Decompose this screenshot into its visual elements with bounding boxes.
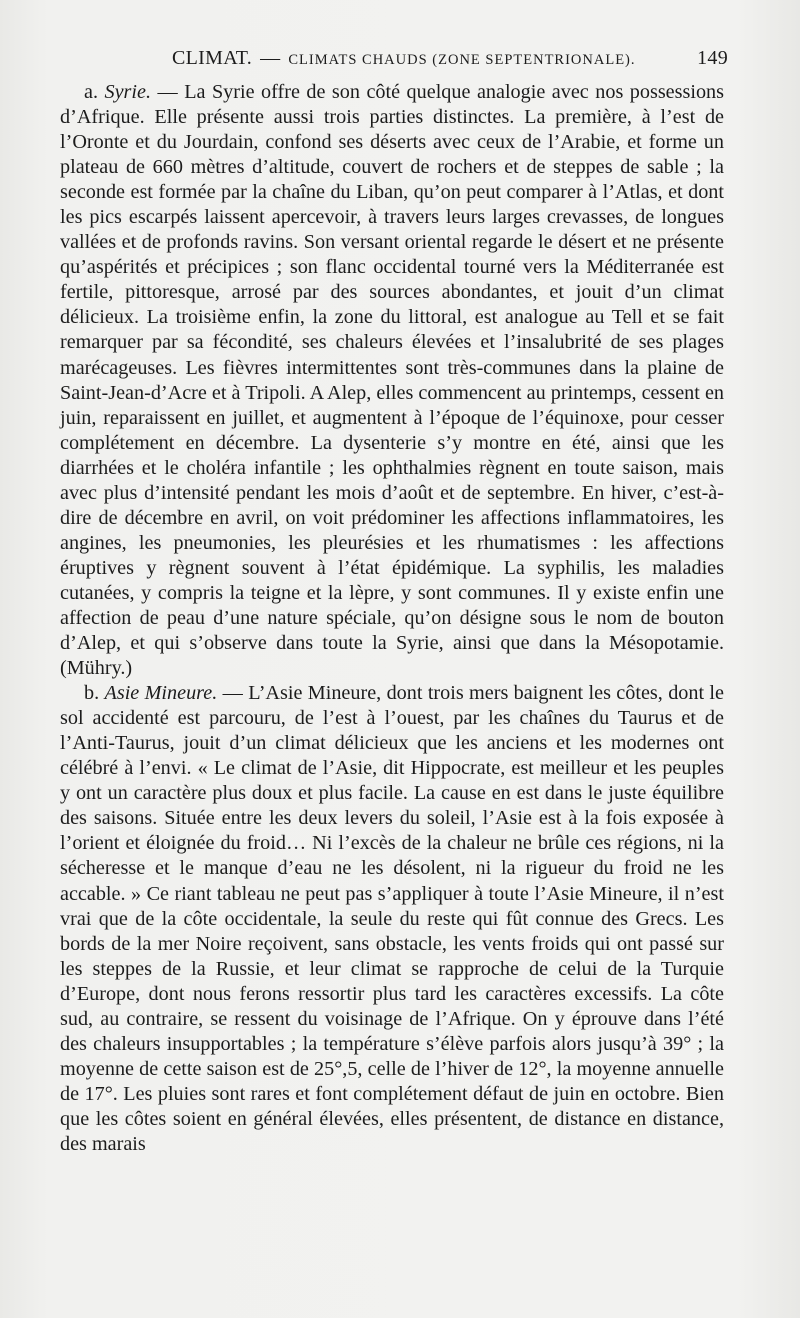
section-syrie-letter: a. (84, 81, 99, 103)
section-asie-mineure-body: L’Asie Mineure, dont trois mers baignent les côtes, dont le sol accidenté est parcouru, de l’est à l’ouest, par les chaînes du Taurus et de l’Anti-Taurus, jouit d’un climat délicieux que les anciens et les modernes ont célébré à l’envi. « Le climat de l’Asie, dit Hippocrate, est meilleur et les peuples y ont un caractère plus doux et plus facile. La cause en est dans le juste équilibre des saisons. Située entre les deux levers du soleil, l’Asie est à la fois exposée à l’orient et éloignée du froid… Ni l’excès de la chaleur ne brûle ces régions, ni la sécheresse et le manque d’eau ne les désolent, ni la rigueur du froid ne les accable. » Ce riant tableau ne peut pas s’appliquer à toute l’Asie Mineure, il n’est vrai que de la côte occidentale, la seule du reste qui fût connue des Grecs. Les bords de la mer Noire reçoivent, sans obstacle, les vents froids qui ont passé sur les steppes de la Russie, et leur climat se rapproche de celui de la Turquie d’Europe, dont nous ferons ressortir plus tard les caractères excessifs. La côte sud, au contraire, se ressent du voisinage de l’Afrique. On y éprouve dans l’été des chaleurs insupportables ; la température s’élève parfois alors jusqu’à 39° ; la moyenne de cette saison est de 25°,5, celle de l’hiver de 12°, la moyenne annuelle de 17°. Les pluies sont rares et font complétement défaut de juin en octobre. Bien que les côtes soient en général élevées, elles présentent, de distance en distance, des marais (60, 682, 725, 1155)
section-syrie-body: La Syrie offre de son côté quelque analogie avec nos possessions d’Afrique. Elle présente aussi trois parties distinctes. La première, à l’est de l’Oronte et du Jourdain, confond ses déserts avec ceux de l’Arabie, et forme un plateau de 660 mètres d’altitude, couvert de rochers et de steppes de sable ; la seconde est formée par la chaîne du Liban, qu’on peut comparer à l’Atlas, et dont les pics escarpés laissent apercevoir, à travers leurs larges crevasses, de longues vallées et de profonds ravins. Son versant oriental regarde le désert et ne présente qu’aspérités et précipices ; son flanc occidental tourné vers la Méditerranée est fertile, pittoresque, arrosé par des sources abondantes, et jouit d’un climat délicieux. La troisième enfin, la zone du littoral, est analogue au Tell et se fait remarquer par sa fécondité, ses chaleurs élevées et l’insalubrité de ses plages marécageuses. Les fièvres intermittentes sont très-communes dans la plaine de Saint-Jean-d’Acre et à Tripoli. A Alep, elles commencent au printemps, cessent en juin, reparaissent en juillet, et augmentent à l’époque de l’équinoxe, pour cesser complétement en décembre. La dysenterie s’y montre en été, ainsi que les diarrhées et le choléra infantile ; les ophthalmies règnent en toute saison, mais avec plus d’intensité pendant les mois d’août et de septembre. En hiver, c’est-à-dire de décembre en avril, on voit prédominer les affections inflammatoires, les angines, les pneumonies, les pleurésies et les rhumatismes : les affections éruptives y règnent souvent à l’état épidémique. La syphilis, les maladies cutanées, y compris la teigne et la lèpre, y sont communes. Il y existe enfin une affection de peau d’une nature spéciale, qu’on désigne sous le nom de bouton d’Alep, et qui s’observe dans toute la Syrie, ainsi que dans la Mésopotamie. (Mühry.) (60, 81, 725, 680)
page-number: 149 (697, 47, 728, 69)
running-head (172, 44, 728, 72)
section-syrie (60, 80, 724, 681)
section-syrie-heading: Syrie. (104, 81, 152, 103)
running-head-title-group (172, 44, 636, 74)
running-head-title: CLIMAT. (172, 47, 253, 69)
running-head-separator: — (260, 47, 281, 69)
section-asie-mineure (60, 681, 724, 1157)
section-asie-mineure-dash: — (222, 682, 243, 705)
section-asie-mineure-heading: Asie Mineure. (104, 682, 218, 705)
running-head-subtitle: CLIMATS CHAUDS (ZONE SEPTENTRIONALE). (288, 52, 636, 68)
section-asie-mineure-letter: b. (84, 682, 100, 705)
body-text (60, 80, 724, 1157)
section-syrie-dash: — (157, 81, 178, 103)
